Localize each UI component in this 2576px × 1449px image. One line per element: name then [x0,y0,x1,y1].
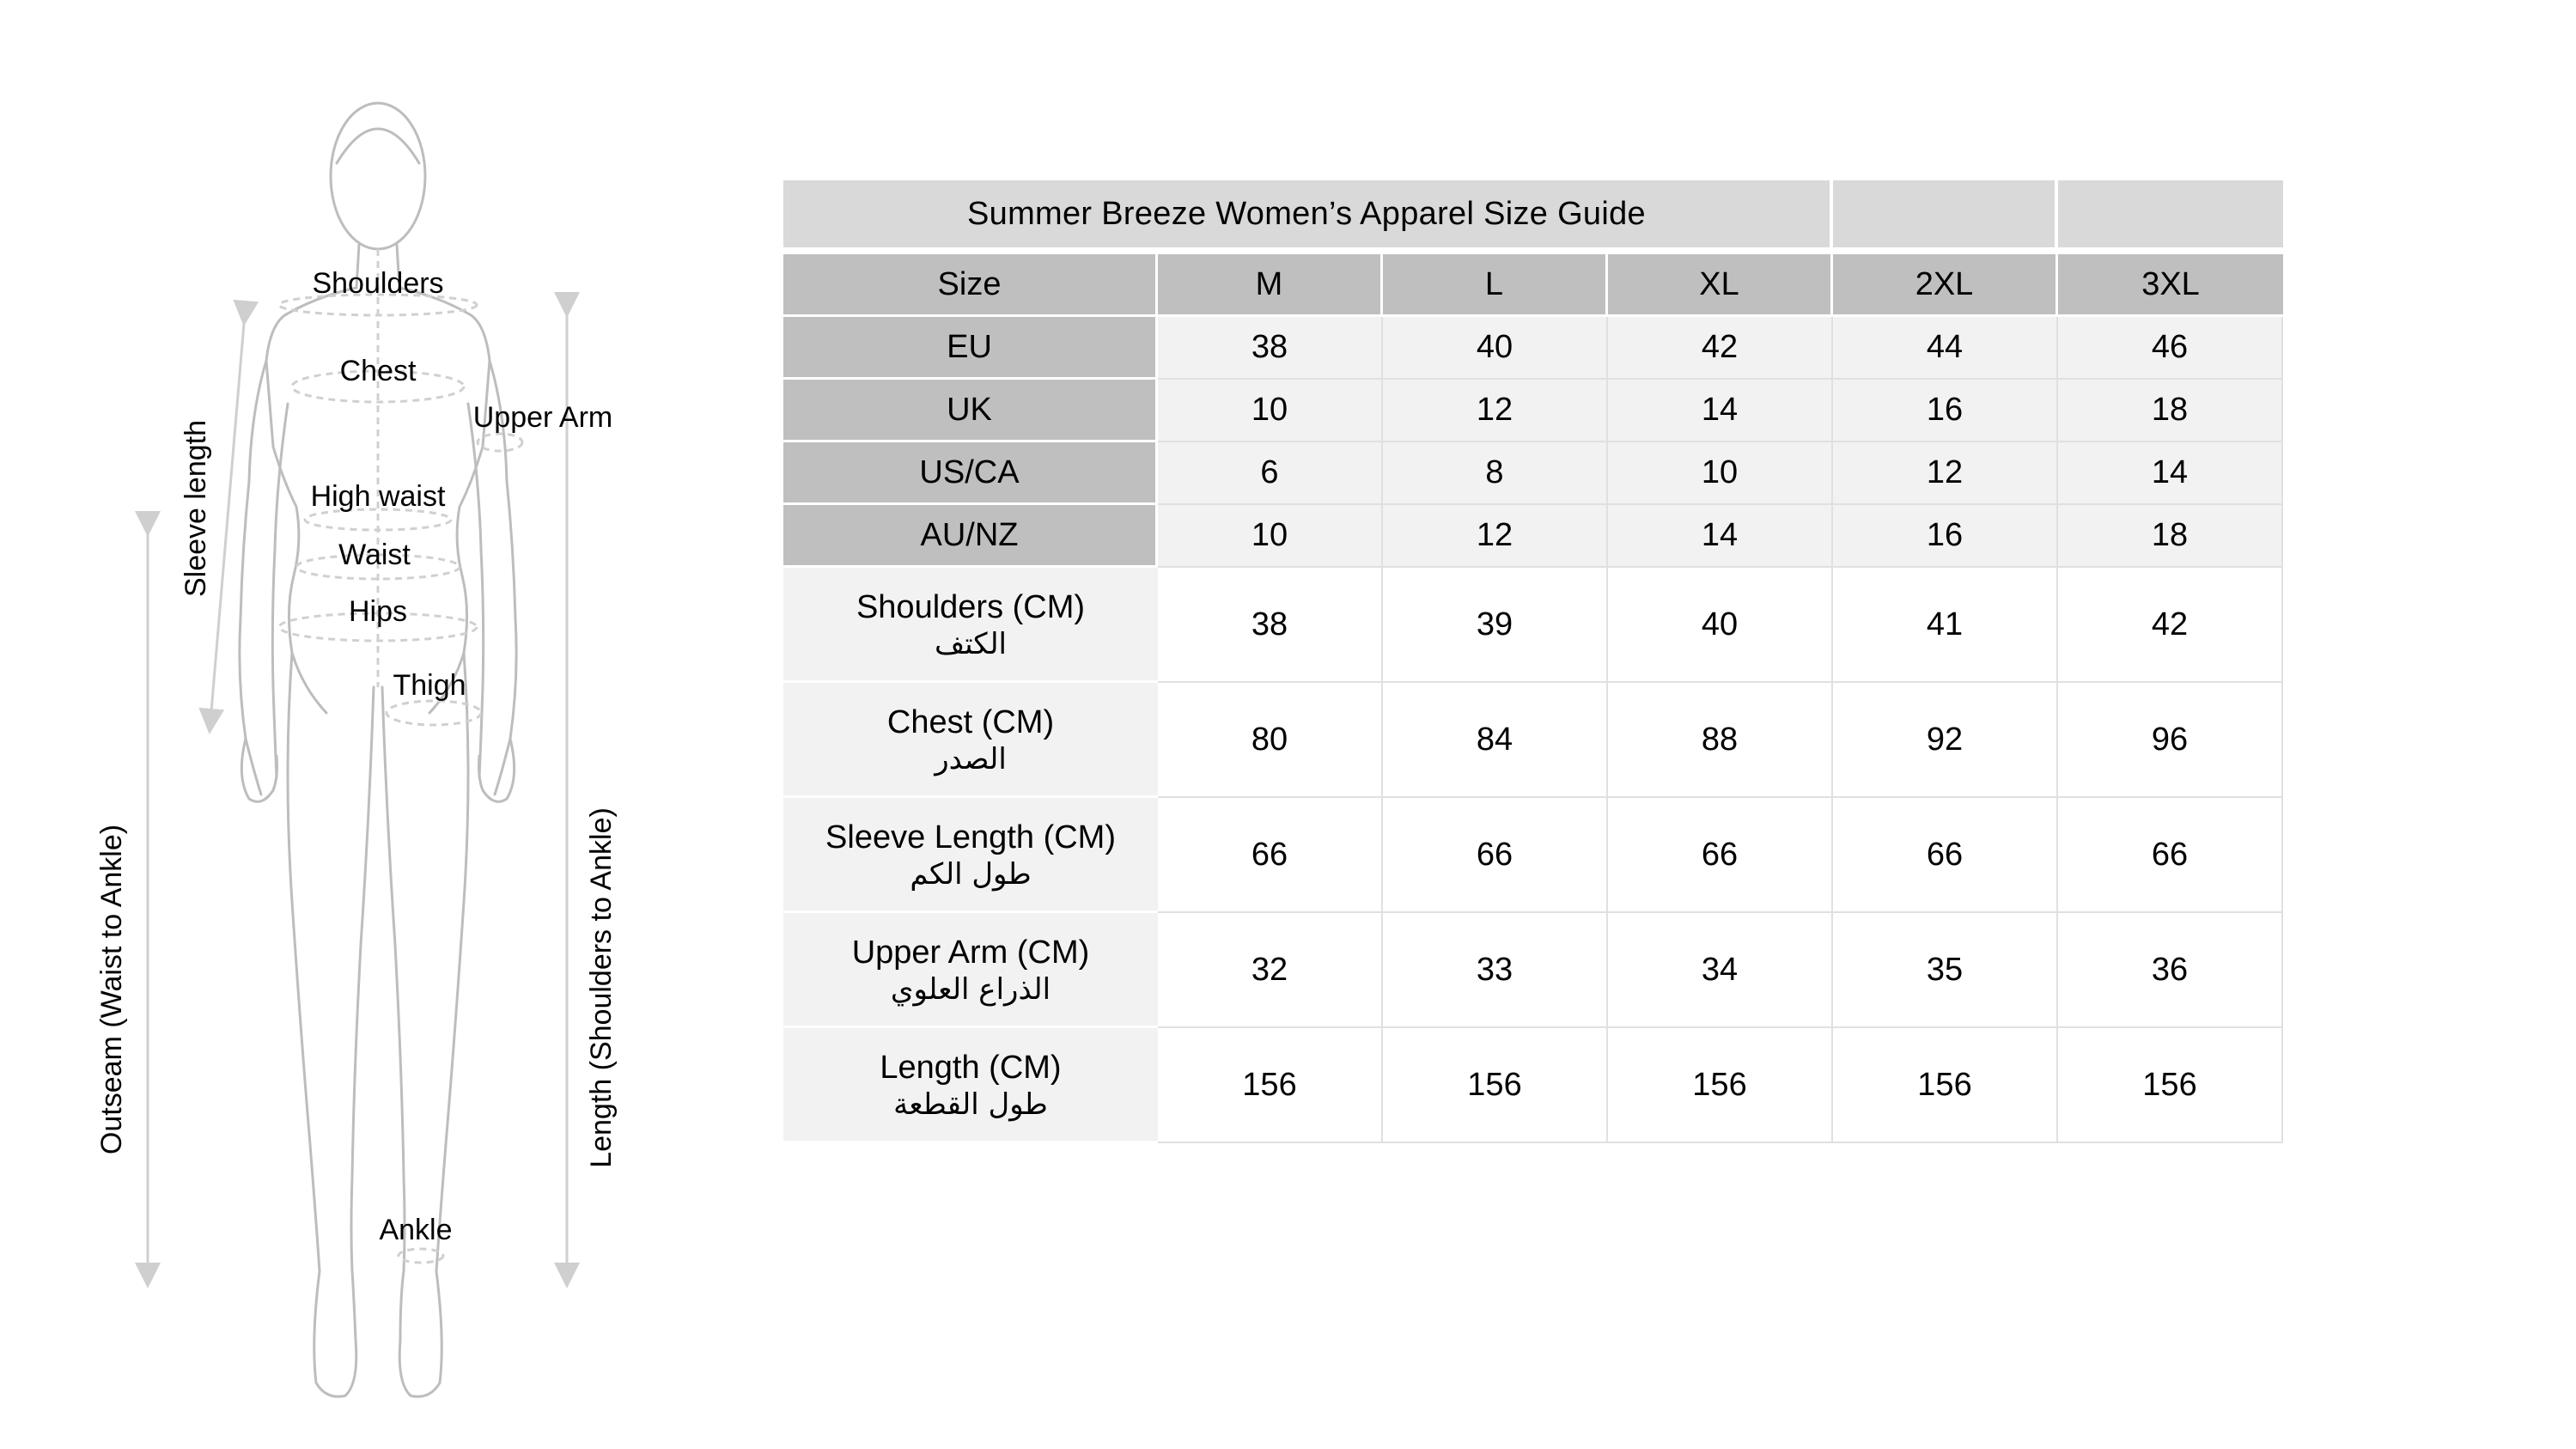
table-cell: 34 [1608,913,1833,1028]
label-waist: Waist [338,539,411,571]
table-row [783,380,2283,442]
row-label-sleeve-length [783,798,1158,913]
table-cell: 6 [1158,442,1383,505]
label-hips: Hips [348,595,408,628]
table-cell: 32 [1158,913,1383,1028]
table-cell: 41 [1833,568,2058,683]
table-cell: 88 [1608,683,1833,798]
table-row [783,505,2283,568]
table-cell: 40 [1383,317,1608,380]
body-silhouette [0,0,704,1449]
table-cell: 8 [1383,442,1608,505]
label-shoulders: Shoulders [312,267,444,300]
label-outseam: Outseam (Waist to Ankle) [95,824,128,1155]
table-cell: 156 [2058,1028,2283,1143]
row-label-eu: EU [783,317,1158,380]
table-cell: 14 [2058,442,2283,505]
table-cell: 66 [1158,798,1383,913]
table-cell: 156 [1608,1028,1833,1143]
table-row [783,442,2283,505]
table-row [783,798,2283,913]
measurement-figure [0,0,704,1449]
table-cell: 156 [1833,1028,2058,1143]
row-label-ar: الذراع العلوي [890,971,1051,1007]
table-cell: 80 [1158,683,1383,798]
header-size-3xl: 3XL [2058,254,2283,317]
header-size-2xl: 2XL [1833,254,2058,317]
header-size-l: L [1383,254,1608,317]
row-label-ar: طول الكم [910,856,1032,892]
label-high-waist: High waist [310,480,446,513]
table-row [783,683,2283,798]
table-cell: 12 [1383,505,1608,568]
table-cell: 66 [1833,798,2058,913]
table-cell: 10 [1158,505,1383,568]
table-cell: 33 [1383,913,1608,1028]
table-cell: 42 [1608,317,1833,380]
title-blank-cell [2058,180,2283,254]
table-cell: 10 [1158,380,1383,442]
row-label-length [783,1028,1158,1143]
table-cell: 12 [1833,442,2058,505]
table-row [783,1028,2283,1143]
table-cell: 96 [2058,683,2283,798]
row-label-us-ca: US/CA [783,442,1158,505]
table-title: Summer Breeze Women’s Apparel Size Guide [783,180,1833,254]
row-label-en: Shoulders (CM) [856,588,1086,625]
row-label-en: Chest (CM) [886,703,1055,740]
table-cell: 14 [1608,380,1833,442]
row-label-shoulders [783,568,1158,683]
table-title-row [783,180,2283,254]
table-cell: 66 [2058,798,2283,913]
table-cell: 18 [2058,380,2283,442]
row-label-ar: الصدر [935,741,1007,776]
table-cell: 40 [1608,568,1833,683]
title-blank-cell [1833,180,2058,254]
header-size-xl: XL [1608,254,1833,317]
row-label-en: Upper Arm (CM) [851,934,1090,971]
header-size-label: Size [783,254,1158,317]
table-cell: 38 [1158,568,1383,683]
row-label-chest [783,683,1158,798]
table-cell: 42 [2058,568,2283,683]
table-cell: 14 [1608,505,1833,568]
table-cell: 66 [1608,798,1833,913]
header-size-m: M [1158,254,1383,317]
row-label-ar: طول القطعة [893,1087,1048,1122]
label-ankle: Ankle [379,1214,453,1246]
table-row [783,568,2283,683]
row-label-en: Sleeve Length (CM) [825,819,1116,855]
table-cell: 36 [2058,913,2283,1028]
table-header-row [783,254,2283,317]
row-label-ar: الكتف [934,626,1008,661]
table-cell: 10 [1608,442,1833,505]
table-cell: 44 [1833,317,2058,380]
size-guide-table [783,180,2283,1143]
row-label-upper-arm [783,913,1158,1028]
row-label-en: Length (CM) [880,1049,1062,1086]
label-thigh: Thigh [393,669,466,702]
label-sleeve-length: Sleeve length [180,419,212,598]
table-cell: 156 [1383,1028,1608,1143]
label-chest: Chest [339,355,417,387]
table-cell: 92 [1833,683,2058,798]
table-cell: 39 [1383,568,1608,683]
table-cell: 156 [1158,1028,1383,1143]
table-row [783,317,2283,380]
table-cell: 66 [1383,798,1608,913]
row-label-au-nz: AU/NZ [783,505,1158,568]
table-cell: 38 [1158,317,1383,380]
row-label-uk: UK [783,380,1158,442]
table-row [783,913,2283,1028]
table-cell: 46 [2058,317,2283,380]
table-cell: 16 [1833,505,2058,568]
label-upper-arm: Upper Arm [472,401,613,434]
table-cell: 18 [2058,505,2283,568]
label-length: Length (Shoulders to Ankle) [585,807,618,1168]
table-cell: 35 [1833,913,2058,1028]
table-cell: 84 [1383,683,1608,798]
table-cell: 16 [1833,380,2058,442]
table-cell: 12 [1383,380,1608,442]
